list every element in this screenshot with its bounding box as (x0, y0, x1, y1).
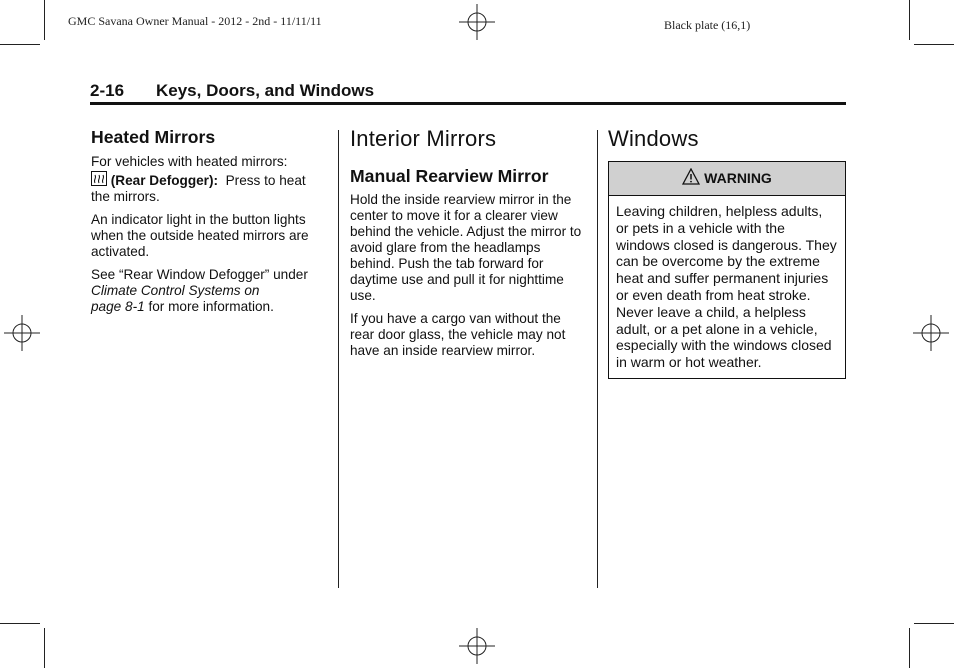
paragraph: Hold the inside rearview mirror in the center to move it for a clearer view behind the vehicle. Adjust the mirror to avoid glare from the headlamps behind. Push the tab forward for daytime use and pull it for nighttime use. (350, 192, 582, 303)
column-windows (608, 126, 846, 379)
section-title: Windows (608, 126, 699, 151)
warning-label: WARNING (704, 170, 772, 186)
warning-text: Leaving children, helpless adults, or pets in a vehicle with the windows closed is dangerous. They can be overcome by the extreme heat and suffer permanent injuries or even death from heat stroke. Never leave a child, a helpless adult, or a pet alone in a vehicle, especially with the windows closed in warm or hot weather. (616, 203, 837, 371)
crop-mark (909, 0, 910, 40)
defogger-label: (Rear Defogger): (110, 173, 219, 188)
warning-triangle-icon (682, 168, 700, 185)
crop-mark (914, 44, 954, 45)
rear-defogger-icon (91, 171, 107, 186)
defogger-text-cont: the mirrors. (91, 189, 160, 204)
defogger-text: Press to heat (225, 173, 306, 188)
header-rule (90, 102, 846, 105)
registration-mark-icon (4, 315, 40, 351)
warning-box (608, 161, 846, 379)
registration-mark-icon (459, 4, 495, 40)
column-interior-mirrors (350, 126, 586, 366)
warning-header (609, 162, 845, 196)
subsection-heading: Manual Rearview Mirror (350, 166, 549, 186)
crop-mark (0, 623, 40, 624)
reference-link[interactable]: Climate Control Systems on (91, 283, 260, 298)
crop-mark (44, 628, 45, 668)
section-heading: Heated Mirrors (91, 127, 216, 147)
registration-mark-icon (459, 628, 495, 664)
crop-mark (44, 0, 45, 40)
column-heated-mirrors (91, 127, 329, 322)
reference-text: See “Rear Window Defogger” under (91, 267, 308, 282)
paragraph: An indicator light in the button lights when the outside heated mirrors are activated. (91, 212, 309, 259)
crop-mark (909, 628, 910, 668)
chapter-title: Keys, Doors, and Windows (156, 81, 375, 100)
running-header (90, 81, 846, 101)
slug-right: Black plate (16,1) (664, 18, 751, 32)
paragraph: For vehicles with heated mirrors: (91, 154, 288, 169)
column-divider (597, 130, 598, 588)
column-divider (338, 130, 339, 588)
crop-mark (0, 44, 40, 45)
reference-link-page[interactable]: page 8-1 (91, 299, 145, 314)
defogger-paragraph (91, 171, 329, 205)
reference-text-end: for more information. (144, 299, 274, 314)
section-title: Interior Mirrors (350, 126, 497, 151)
paragraph: If you have a cargo van without the rear door glass, the vehicle may not have an inside rearview mirror. (350, 311, 566, 358)
paragraph-reference (91, 267, 329, 315)
page-number: 2-16 (90, 81, 125, 100)
slug-left: GMC Savana Owner Manual - 2012 - 2nd - 11/11/11 (68, 14, 322, 28)
registration-mark-icon (913, 315, 949, 351)
crop-mark (914, 623, 954, 624)
